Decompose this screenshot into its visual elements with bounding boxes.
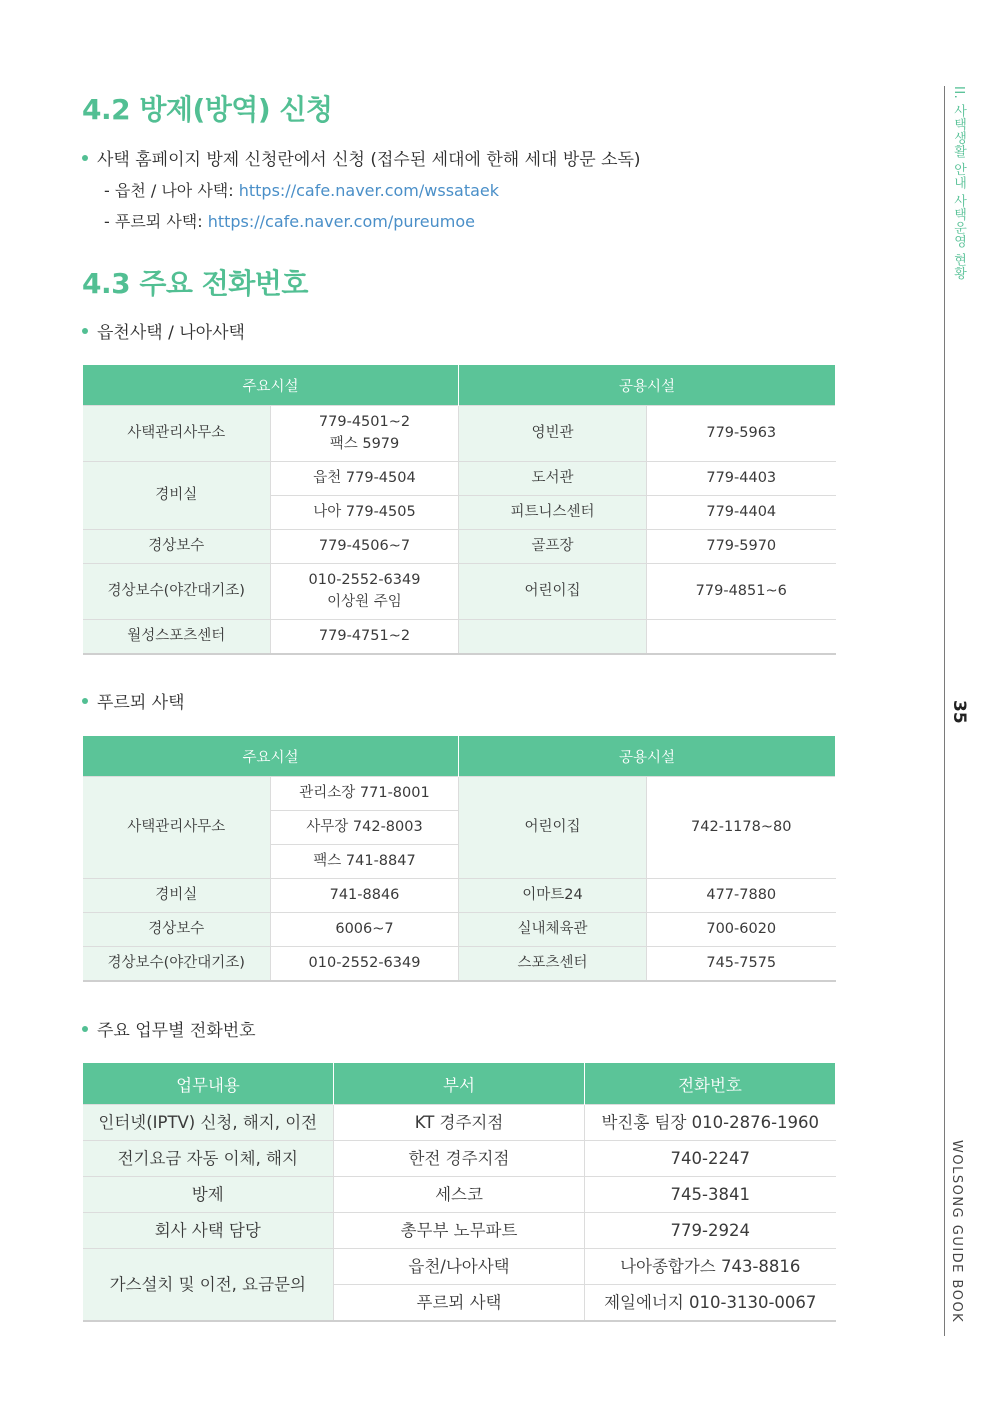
phone-value: 읍천 779-4504 [271, 462, 459, 496]
table-row [83, 947, 836, 981]
table-row [83, 620, 836, 654]
shared-facility-label: 어린이집 [459, 564, 647, 620]
contact-person: 이상원 주임 [327, 593, 402, 610]
department-cell: KT 경주지점 [334, 1105, 585, 1141]
table-row [83, 1141, 836, 1177]
phone-value: 779-4751~2 [271, 620, 459, 654]
service-cell: 회사 사택 담당 [83, 1213, 334, 1249]
phone-value: 741-8846 [271, 879, 459, 913]
header-department: 부서 [334, 1063, 585, 1105]
table-header-row [83, 365, 836, 406]
service-cell: 가스설치 및 이전, 요금문의 [83, 1249, 334, 1322]
table-header-row [83, 736, 836, 777]
shared-phone-value: 779-5970 [647, 530, 836, 564]
phone-value [271, 564, 459, 620]
key-services-heading: 주요 업무별 전화번호 [97, 1021, 256, 1041]
header-main-facilities: 주요시설 [83, 365, 459, 406]
shared-phone-value: 779-4403 [647, 462, 836, 496]
shared-facility-label: 도서관 [459, 462, 647, 496]
table-header-row [83, 1063, 836, 1105]
shared-phone-value: 742-1178~80 [647, 777, 836, 879]
pest-control-text: 사택 홈페이지 방제 신청란에서 신청 (접수된 세대에 한해 세대 방문 소독) [97, 150, 641, 170]
table-row [83, 1177, 836, 1213]
pureumoe-link-line [104, 209, 475, 232]
header-service: 업무내용 [83, 1063, 334, 1105]
empty-cell [459, 620, 647, 654]
table-row [83, 1105, 836, 1141]
section-4-2-title: 4.2 방제(방역) 신청 [82, 93, 333, 126]
bullet-pureumoe [82, 688, 185, 713]
shared-facility-label: 스포츠센터 [459, 947, 647, 981]
facility-label: 월성스포츠센터 [83, 620, 271, 654]
shared-facility-label: 피트니스센터 [459, 496, 647, 530]
phone-cell: 745-3841 [585, 1177, 836, 1213]
pureumoe-link[interactable]: https://cafe.naver.com/pureumoe [207, 212, 475, 231]
phone-value: 나아 779-4505 [271, 496, 459, 530]
bullet-dot [82, 328, 88, 334]
eupcheon-naa-label: - 읍천 / 나아 사택: [104, 181, 239, 200]
phone-value [271, 406, 459, 462]
bullet-dot [82, 1026, 88, 1032]
pureumoe-phone-table [82, 736, 836, 982]
facility-label: 경비실 [83, 462, 271, 530]
department-cell: 총무부 노무파트 [334, 1213, 585, 1249]
phone-value: 팩스 741-8847 [271, 845, 459, 879]
bullet-key-services [82, 1016, 256, 1041]
side-chapter-title: II. 사택생활 안내 사택운영 현황 [951, 86, 966, 280]
eupcheon-naa-link-line [104, 178, 499, 201]
department-cell: 한전 경주지점 [334, 1141, 585, 1177]
department-cell: 푸르뫼 사택 [334, 1285, 585, 1322]
phone-value: 사무장 742-8003 [271, 811, 459, 845]
service-cell: 방제 [83, 1177, 334, 1213]
phone-value: 6006~7 [271, 913, 459, 947]
shared-facility-label: 영빈관 [459, 406, 647, 462]
eupcheon-naa-heading: 읍천사택 / 나아사택 [97, 323, 245, 343]
shared-phone-value: 779-5963 [647, 406, 836, 462]
table-row [83, 406, 836, 462]
bullet-dot [82, 698, 88, 704]
phone-cell: 779-2924 [585, 1213, 836, 1249]
shared-phone-value: 779-4404 [647, 496, 836, 530]
facility-label: 경상보수 [83, 530, 271, 564]
table-row [83, 564, 836, 620]
facility-label: 경상보수 [83, 913, 271, 947]
phone-line: 010-2552-6349 [308, 572, 421, 589]
shared-phone-value: 700-6020 [647, 913, 836, 947]
eupcheon-naa-phone-table [82, 365, 836, 655]
facility-label: 경비실 [83, 879, 271, 913]
table-row [83, 879, 836, 913]
header-shared-facilities: 공용시설 [459, 365, 836, 406]
section-4-3-title: 4.3 주요 전화번호 [82, 267, 308, 300]
table-row [83, 777, 836, 811]
shared-facility-label: 실내체육관 [459, 913, 647, 947]
eupcheon-naa-link[interactable]: https://cafe.naver.com/wssataek [238, 181, 500, 200]
facility-label: 사택관리사무소 [83, 406, 271, 462]
phone-cell: 나아종합가스 743-8816 [585, 1249, 836, 1285]
header-phone: 전화번호 [585, 1063, 836, 1105]
service-phone-table [82, 1063, 836, 1322]
header-shared-facilities: 공용시설 [459, 736, 836, 777]
phone-value: 010-2552-6349 [271, 947, 459, 981]
table-row [83, 1249, 836, 1285]
shared-facility-label: 골프장 [459, 530, 647, 564]
facility-label: 경상보수(야간대기조) [83, 564, 271, 620]
service-cell: 전기요금 자동 이체, 해지 [83, 1141, 334, 1177]
phone-cell: 제일에너지 010-3130-0067 [585, 1285, 836, 1322]
header-main-facilities: 주요시설 [83, 736, 459, 777]
phone-cell: 박진홍 팀장 010-2876-1960 [585, 1105, 836, 1141]
phone-value: 779-4506~7 [271, 530, 459, 564]
fax-line: 팩스 5979 [329, 435, 400, 452]
bullet-pest-control [82, 145, 641, 170]
facility-label: 사택관리사무소 [83, 777, 271, 879]
empty-cell [647, 620, 836, 654]
phone-value: 관리소장 771-8001 [271, 777, 459, 811]
shared-facility-label: 이마트24 [459, 879, 647, 913]
department-cell: 읍천/나아사택 [334, 1249, 585, 1285]
service-cell: 인터넷(IPTV) 신청, 해지, 이전 [83, 1105, 334, 1141]
pureumoe-heading: 푸르뫼 사택 [97, 693, 185, 713]
page-number: 35 [949, 700, 969, 724]
shared-phone-value: 745-7575 [647, 947, 836, 981]
side-divider [944, 86, 945, 1336]
shared-phone-value: 477-7880 [647, 879, 836, 913]
shared-phone-value: 779-4851~6 [647, 564, 836, 620]
bullet-eupcheon-naa [82, 318, 245, 343]
table-row [83, 1213, 836, 1249]
table-row [83, 462, 836, 496]
department-cell: 세스코 [334, 1177, 585, 1213]
bullet-dot [82, 155, 88, 161]
facility-label: 경상보수(야간대기조) [83, 947, 271, 981]
table-row [83, 530, 836, 564]
pureumoe-label: - 푸르뫼 사택: [104, 212, 208, 231]
book-title: WOLSONG GUIDE BOOK [949, 1140, 964, 1324]
phone-line: 779-4501~2 [318, 414, 411, 431]
table-row [83, 913, 836, 947]
shared-facility-label: 어린이집 [459, 777, 647, 879]
phone-cell: 740-2247 [585, 1141, 836, 1177]
